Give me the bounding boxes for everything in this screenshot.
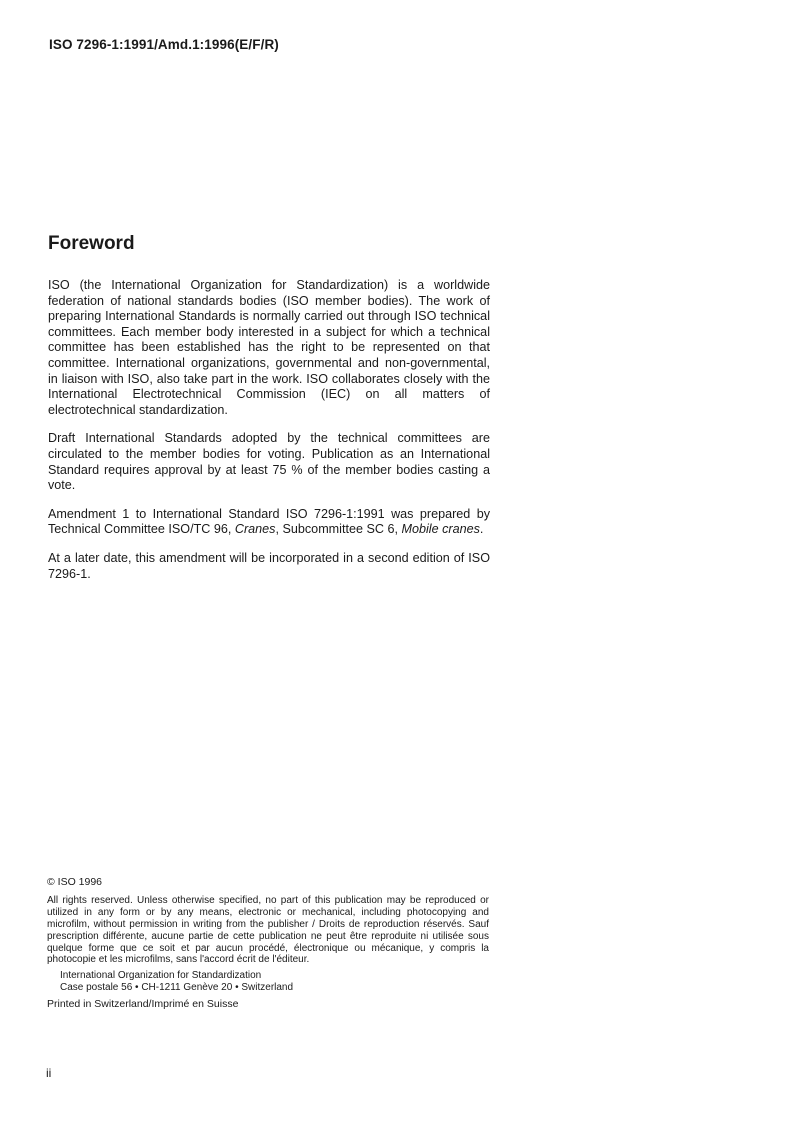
publisher-name: International Organization for Standardization	[60, 970, 262, 982]
foreword-paragraph-4: At a later date, this amendment will be incorporated in a second edition of ISO 7296-1.	[48, 550, 490, 581]
page-number: ii	[46, 1066, 52, 1080]
document-id: ISO 7296-1:1991/Amd.1:1996(E/F/R)	[49, 37, 279, 52]
subcommittee-name-mobile-cranes: Mobile cranes	[401, 522, 480, 537]
foreword-body	[48, 278, 490, 595]
committee-name-cranes: Cranes	[234, 522, 276, 537]
publisher-address	[60, 970, 489, 994]
foreword-paragraph-2: Draft International Standards adopted by the technical committees are circulated to the member bodies for voting. Publication as an International Standard requires approval by at least 75 % of the member bodies casting a vote.	[48, 431, 490, 493]
rights-reserved-text: All rights reserved. Unless otherwise specified, no part of this publication may be reproduced or utilized in any form or by any means, electronic or mechanical, including photocopying and microfilm, without permission in writing from the publisher / Droits de reproduction réservés. Sauf prescription différente, aucune partie de cette publication ne peut être reproduite ni utilisée sous quelque forme que ce soit et par aucun procédé, électronique ou mécanique, y compris la photocopie et les microfilms, sans l'accord écrit de l'éditeur.	[47, 894, 489, 966]
copyright-notice: © ISO 1996	[47, 876, 103, 888]
publisher-postal-address: Case postale 56 • CH-1211 Genève 20 • Switzerland	[60, 982, 294, 994]
para3-text-2: , Subcommittee SC 6,	[275, 522, 402, 537]
para3-text-3: .	[479, 522, 484, 537]
copyright-block	[47, 877, 489, 1011]
printed-in: Printed in Switzerland/Imprimé en Suisse	[47, 998, 239, 1011]
para3-text-1: Amendment 1 to International Standard ISO 7296-1:1991 was prepared by Technical Committee ISO/TC 96,	[48, 506, 490, 537]
foreword-heading: Foreword	[48, 233, 135, 254]
foreword-paragraph-1: ISO (the International Organization for Standardization) is a worldwide federation of national standards bodies (ISO member bodies). The work of preparing International Standards is normally carried out through ISO technical committees. Each member body interested in a subject for which a technical committee has been established has the right to be represented on that committee. International organizations, governmental and non-governmental, in liaison with ISO, also take part in the work. ISO collaborates closely with the International Electrotechnical Commission (IEC) on all matters of electrotechnical standardization.	[48, 278, 490, 417]
foreword-paragraph-3	[48, 507, 490, 538]
